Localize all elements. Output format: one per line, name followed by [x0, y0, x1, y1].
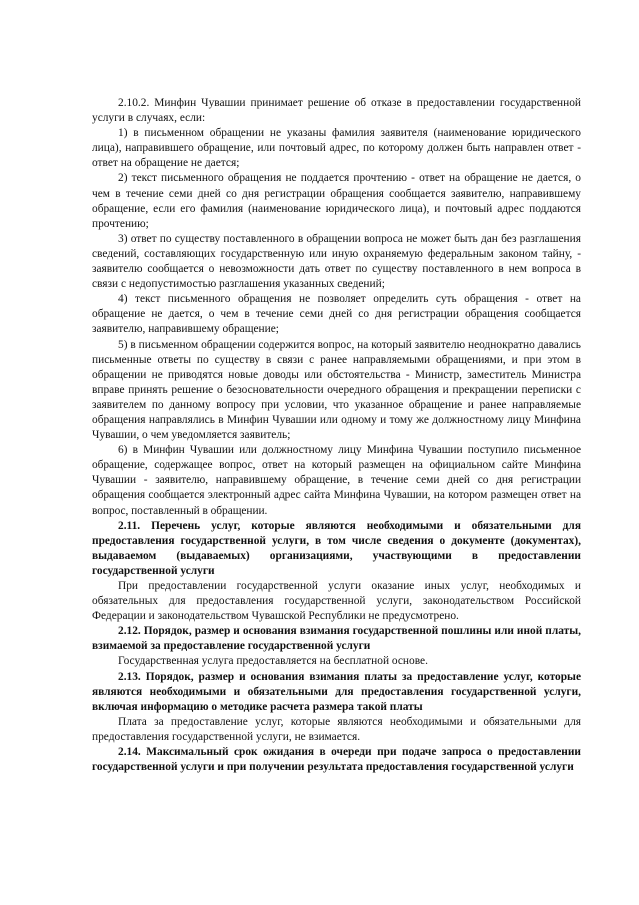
list-item-4: 4) текст письменного обращения не позволяет определить суть обращения - ответ на обращение не дается, о чем в течение семи дней со дня регистрации обращения сообщается заявителю, направившему обращение; — [92, 293, 581, 336]
section-heading-2-14: 2.14. Максимальный срок ожидания в очереди при подаче запроса о предоставлении государственной услуги и при получении результата предоставления государственной услуги — [92, 746, 581, 774]
list-item-1: 1) в письменном обращении не указаны фамилия заявителя (наименование юридического лица), направившего обращение, или почтовый адрес, по которому должен быть направлен ответ - ответ на обращение не дается; — [92, 127, 581, 170]
document-page — [92, 96, 581, 775]
paragraph-2-11: При предоставлении государственной услуги оказание иных услуг, необходимых и обязательных для предоставления государственной услуги, законодательством Российской Федерации и законодательством Чувашской Республики не предусмотрено. — [92, 580, 581, 623]
section-heading-2-13: 2.13. Порядок, размер и основания взимания платы за предоставление услуг, которые являются необходимыми и обязательными для предоставления государственной услуги, включая информацию о методике расчета размера такой платы — [92, 670, 581, 713]
paragraph-2-12: Государственная услуга предоставляется на бесплатной основе. — [118, 655, 428, 668]
list-item-2: 2) текст письменного обращения не поддается прочтению - ответ на обращение не дается, о чем в течение семи дней со дня регистрации обращения сообщается заявителю, направившему обращение, если его фамилия (наименование юридического лица), и почтовый адрес поддаются прочтению; — [92, 172, 581, 230]
section-heading-2-11: 2.11. Перечень услуг, которые являются необходимыми и обязательными для предоставления государственной услуги, в том числе сведения о документе (документах), выдаваемом (выдаваемых) организациями, участвующими в предоставлении государственной услуги — [92, 519, 581, 577]
paragraph-2-13: Плата за предоставление услуг, которые являются необходимыми и обязательными для предоставления государственной услуги, не взимается. — [92, 715, 581, 743]
list-item-5: 5) в письменном обращении содержится вопрос, на который заявителю неоднократно давались письменные ответы по существу в связи с ранее направляемыми обращениями, и при этом в обращении не приводятся новые доводы или обстоятельства - Министр, заместитель Министра вправе принять решение о безосновательности очередного обращения и прекращении переписки с заявителем по данному вопросу при условии, что указанное обращение и ранее направляемые обращения направлялись в Минфин Чувашии или одному и тому же должностному лицу Минфина Чувашии, о чем уведомляется заявитель; — [92, 338, 581, 442]
list-item-6: 6) в Минфин Чувашии или должностному лицу Минфина Чувашии поступило письменное обращение, содержащее вопрос, ответ на который размещен на официальном сайте Минфина Чувашии - заявителю, направившему обращение, в течение семи дней со дня регистрации обращения сообщается электронный адрес сайта Минфина Чувашии, на котором размещен ответ на вопрос, поставленный в обращении. — [92, 444, 581, 517]
list-item-3: 3) ответ по существу поставленного в обращении вопроса не может быть дан без разглашения сведений, составляющих государственную или иную охраняемую федеральным законом тайну, - заявителю сообщается о невозможности дать ответ по существу поставленного в нем вопроса в связи с недопустимостью разглашения указанных сведений; — [92, 232, 581, 291]
paragraph-2-10-2: 2.10.2. Минфин Чувашии принимает решение об отказе в предоставлении государственной услуги в случаях, если: — [92, 97, 581, 125]
section-heading-2-12: 2.12. Порядок, размер и основания взимания государственной пошлины или иной платы, взимаемой за предоставление государственной услуги — [92, 625, 581, 653]
